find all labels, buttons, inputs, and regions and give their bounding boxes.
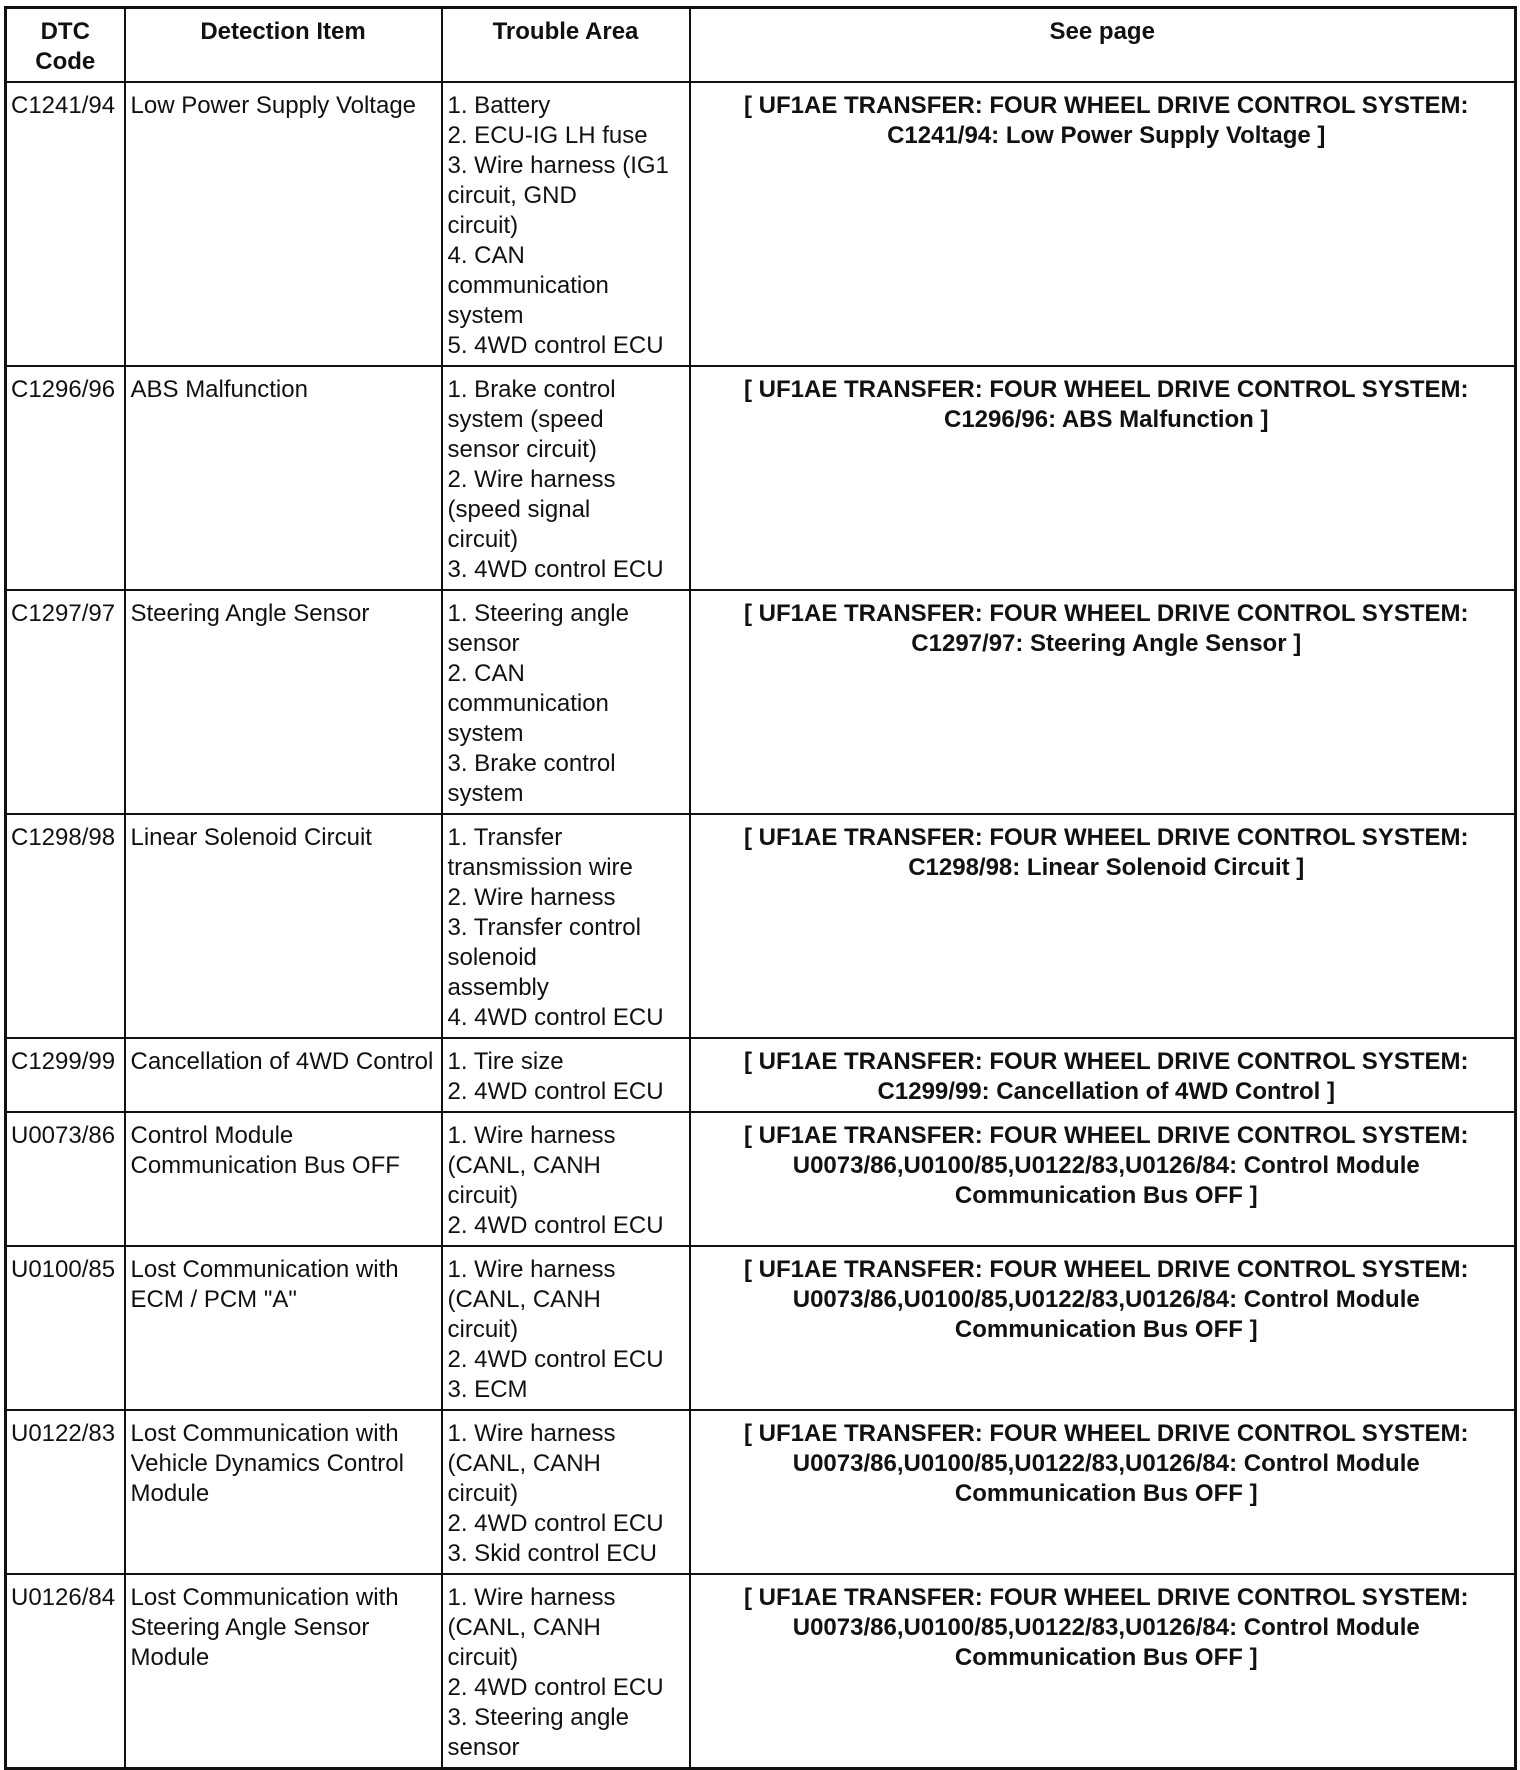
- see-page-line: Communication Bus OFF ]: [954, 1644, 1258, 1671]
- trouble-area-cell: [442, 82, 690, 366]
- trouble-area-line: system: [447, 302, 524, 329]
- detection-item-cell: Cancellation of 4WD Control: [125, 1038, 442, 1112]
- see-page-line: [ UF1AE TRANSFER: FOUR WHEEL DRIVE CONTROL SYSTEM:: [744, 92, 1469, 119]
- table-row: [6, 82, 1516, 366]
- see-page-line: [ UF1AE TRANSFER: FOUR WHEEL DRIVE CONTROL SYSTEM:: [744, 1048, 1469, 1075]
- detection-item-cell: Lost Communication with ECM / PCM "A": [125, 1246, 442, 1410]
- trouble-area-line: solenoid: [447, 944, 537, 971]
- trouble-area-line: sensor: [447, 1734, 520, 1761]
- trouble-area-cell: [442, 1038, 690, 1112]
- trouble-area-cell: [442, 1574, 690, 1769]
- trouble-area-line: circuit): [447, 212, 519, 239]
- header-dtc-code-line2: Code: [35, 48, 96, 75]
- detection-item-cell: Steering Angle Sensor: [125, 590, 442, 814]
- trouble-area-line: 4. 4WD control ECU: [447, 1004, 664, 1031]
- see-page-line: U0073/86,U0100/85,U0122/83,U0126/84: Control Module: [792, 1450, 1420, 1477]
- dtc-code-cell: C1299/99: [6, 1038, 125, 1112]
- trouble-area-line: 2. 4WD control ECU: [447, 1212, 664, 1239]
- see-page-link[interactable]: [690, 366, 1516, 590]
- see-page-line: [ UF1AE TRANSFER: FOUR WHEEL DRIVE CONTROL SYSTEM:: [744, 1584, 1469, 1611]
- trouble-area-line: 2. Wire harness: [447, 466, 616, 493]
- table-row: [6, 590, 1516, 814]
- see-page-line: U0073/86,U0100/85,U0122/83,U0126/84: Control Module: [792, 1614, 1420, 1641]
- header-row: [6, 8, 1516, 83]
- dtc-code-cell: U0122/83: [6, 1410, 125, 1574]
- see-page-line: [ UF1AE TRANSFER: FOUR WHEEL DRIVE CONTROL SYSTEM:: [744, 1256, 1469, 1283]
- table-row: [6, 1246, 1516, 1410]
- trouble-area-line: circuit): [447, 1316, 519, 1343]
- dtc-code-cell: U0073/86: [6, 1112, 125, 1246]
- trouble-area-line: sensor: [447, 630, 520, 657]
- trouble-area-line: 3. Wire harness (IG1: [447, 152, 669, 179]
- dtc-code-cell: C1298/98: [6, 814, 125, 1038]
- see-page-line: C1297/97: Steering Angle Sensor ]: [911, 630, 1302, 657]
- trouble-area-line: 4. CAN: [447, 242, 525, 269]
- table-row: [6, 1574, 1516, 1769]
- trouble-area-line: 5. 4WD control ECU: [447, 332, 664, 359]
- trouble-area-line: circuit): [447, 526, 519, 553]
- trouble-area-line: 2. 4WD control ECU: [447, 1078, 664, 1105]
- trouble-area-line: system: [447, 720, 524, 747]
- table-row: [6, 1038, 1516, 1112]
- see-page-line: C1298/98: Linear Solenoid Circuit ]: [908, 854, 1305, 881]
- see-page-link[interactable]: [690, 1574, 1516, 1769]
- trouble-area-line: circuit): [447, 1480, 519, 1507]
- see-page-link[interactable]: [690, 814, 1516, 1038]
- trouble-area-line: 3. Transfer control: [447, 914, 641, 941]
- trouble-area-line: 2. ECU-IG LH fuse: [447, 122, 648, 149]
- trouble-area-line: transmission wire: [447, 854, 633, 881]
- trouble-area-line: 2. CAN: [447, 660, 525, 687]
- detection-item-cell: Lost Communication with Steering Angle Sensor Module: [125, 1574, 442, 1769]
- see-page-line: [ UF1AE TRANSFER: FOUR WHEEL DRIVE CONTROL SYSTEM:: [744, 600, 1469, 627]
- trouble-area-line: (CANL, CANH: [447, 1614, 601, 1641]
- table-row: [6, 366, 1516, 590]
- trouble-area-line: (speed signal: [447, 496, 591, 523]
- trouble-area-line: system: [447, 780, 524, 807]
- trouble-area-line: system (speed: [447, 406, 604, 433]
- trouble-area-line: 1. Transfer: [447, 824, 563, 851]
- see-page-line: U0073/86,U0100/85,U0122/83,U0126/84: Control Module: [792, 1286, 1420, 1313]
- dtc-code-cell: U0100/85: [6, 1246, 125, 1410]
- see-page-line: U0073/86,U0100/85,U0122/83,U0126/84: Control Module: [792, 1152, 1420, 1179]
- table-body: [6, 82, 1516, 1769]
- detection-item-cell: Linear Solenoid Circuit: [125, 814, 442, 1038]
- trouble-area-line: 3. ECM: [447, 1376, 528, 1403]
- trouble-area-line: 2. Wire harness: [447, 884, 616, 911]
- dtc-table: [4, 6, 1517, 1770]
- trouble-area-line: 1. Brake control: [447, 376, 616, 403]
- trouble-area-line: 1. Wire harness: [447, 1256, 616, 1283]
- see-page-link[interactable]: [690, 590, 1516, 814]
- trouble-area-cell: [442, 366, 690, 590]
- see-page-line: C1299/99: Cancellation of 4WD Control ]: [877, 1078, 1335, 1105]
- detection-item-cell: Lost Communication with Vehicle Dynamics Control Module: [125, 1410, 442, 1574]
- trouble-area-line: 3. 4WD control ECU: [447, 556, 664, 583]
- detection-item-cell: Control Module Communication Bus OFF: [125, 1112, 442, 1246]
- see-page-link[interactable]: [690, 1410, 1516, 1574]
- see-page-link[interactable]: [690, 82, 1516, 366]
- dtc-code-cell: C1297/97: [6, 590, 125, 814]
- trouble-area-line: 1. Steering angle: [447, 600, 629, 627]
- trouble-area-line: communication: [447, 690, 609, 717]
- see-page-link[interactable]: [690, 1246, 1516, 1410]
- dtc-code-cell: C1296/96: [6, 366, 125, 590]
- see-page-line: [ UF1AE TRANSFER: FOUR WHEEL DRIVE CONTROL SYSTEM:: [744, 1122, 1469, 1149]
- trouble-area-line: assembly: [447, 974, 549, 1001]
- trouble-area-line: 2. 4WD control ECU: [447, 1346, 664, 1373]
- trouble-area-line: 1. Tire size: [447, 1048, 564, 1075]
- trouble-area-cell: [442, 1112, 690, 1246]
- trouble-area-cell: [442, 590, 690, 814]
- header-dtc-code: [6, 8, 125, 83]
- see-page-line: [ UF1AE TRANSFER: FOUR WHEEL DRIVE CONTROL SYSTEM:: [744, 824, 1469, 851]
- see-page-line: Communication Bus OFF ]: [954, 1182, 1258, 1209]
- see-page-line: C1241/94: Low Power Supply Voltage ]: [887, 122, 1326, 149]
- header-see-page: See page: [690, 8, 1516, 83]
- trouble-area-line: 2. 4WD control ECU: [447, 1674, 664, 1701]
- trouble-area-line: (CANL, CANH: [447, 1450, 601, 1477]
- trouble-area-line: circuit): [447, 1182, 519, 1209]
- trouble-area-line: circuit, GND: [447, 182, 577, 209]
- table-row: [6, 1112, 1516, 1246]
- trouble-area-line: communication: [447, 272, 609, 299]
- see-page-line: Communication Bus OFF ]: [954, 1316, 1258, 1343]
- see-page-line: C1296/96: ABS Malfunction ]: [943, 406, 1269, 433]
- see-page-link[interactable]: [690, 1112, 1516, 1246]
- trouble-area-cell: [442, 1246, 690, 1410]
- see-page-link[interactable]: [690, 1038, 1516, 1112]
- detection-item-cell: ABS Malfunction: [125, 366, 442, 590]
- trouble-area-line: circuit): [447, 1644, 519, 1671]
- trouble-area-line: 3. Brake control: [447, 750, 616, 777]
- trouble-area-cell: [442, 814, 690, 1038]
- header-detection-item: Detection Item: [125, 8, 442, 83]
- see-page-line: [ UF1AE TRANSFER: FOUR WHEEL DRIVE CONTROL SYSTEM:: [744, 376, 1469, 403]
- trouble-area-line: sensor circuit): [447, 436, 597, 463]
- trouble-area-line: 3. Skid control ECU: [447, 1540, 657, 1567]
- header-dtc-code-line1: DTC: [40, 18, 90, 45]
- dtc-code-cell: C1241/94: [6, 82, 125, 366]
- table-row: [6, 1410, 1516, 1574]
- trouble-area-line: 1. Wire harness: [447, 1584, 616, 1611]
- trouble-area-line: 2. 4WD control ECU: [447, 1510, 664, 1537]
- trouble-area-line: (CANL, CANH: [447, 1286, 601, 1313]
- trouble-area-line: 1. Battery: [447, 92, 551, 119]
- trouble-area-line: 3. Steering angle: [447, 1704, 629, 1731]
- detection-item-cell: Low Power Supply Voltage: [125, 82, 442, 366]
- dtc-code-cell: U0126/84: [6, 1574, 125, 1769]
- table-row: [6, 814, 1516, 1038]
- trouble-area-line: 1. Wire harness: [447, 1420, 616, 1447]
- trouble-area-line: 1. Wire harness: [447, 1122, 616, 1149]
- table-header: [6, 8, 1516, 83]
- header-trouble-area: Trouble Area: [442, 8, 690, 83]
- trouble-area-cell: [442, 1410, 690, 1574]
- see-page-line: Communication Bus OFF ]: [954, 1480, 1258, 1507]
- see-page-line: [ UF1AE TRANSFER: FOUR WHEEL DRIVE CONTROL SYSTEM:: [744, 1420, 1469, 1447]
- trouble-area-line: (CANL, CANH: [447, 1152, 601, 1179]
